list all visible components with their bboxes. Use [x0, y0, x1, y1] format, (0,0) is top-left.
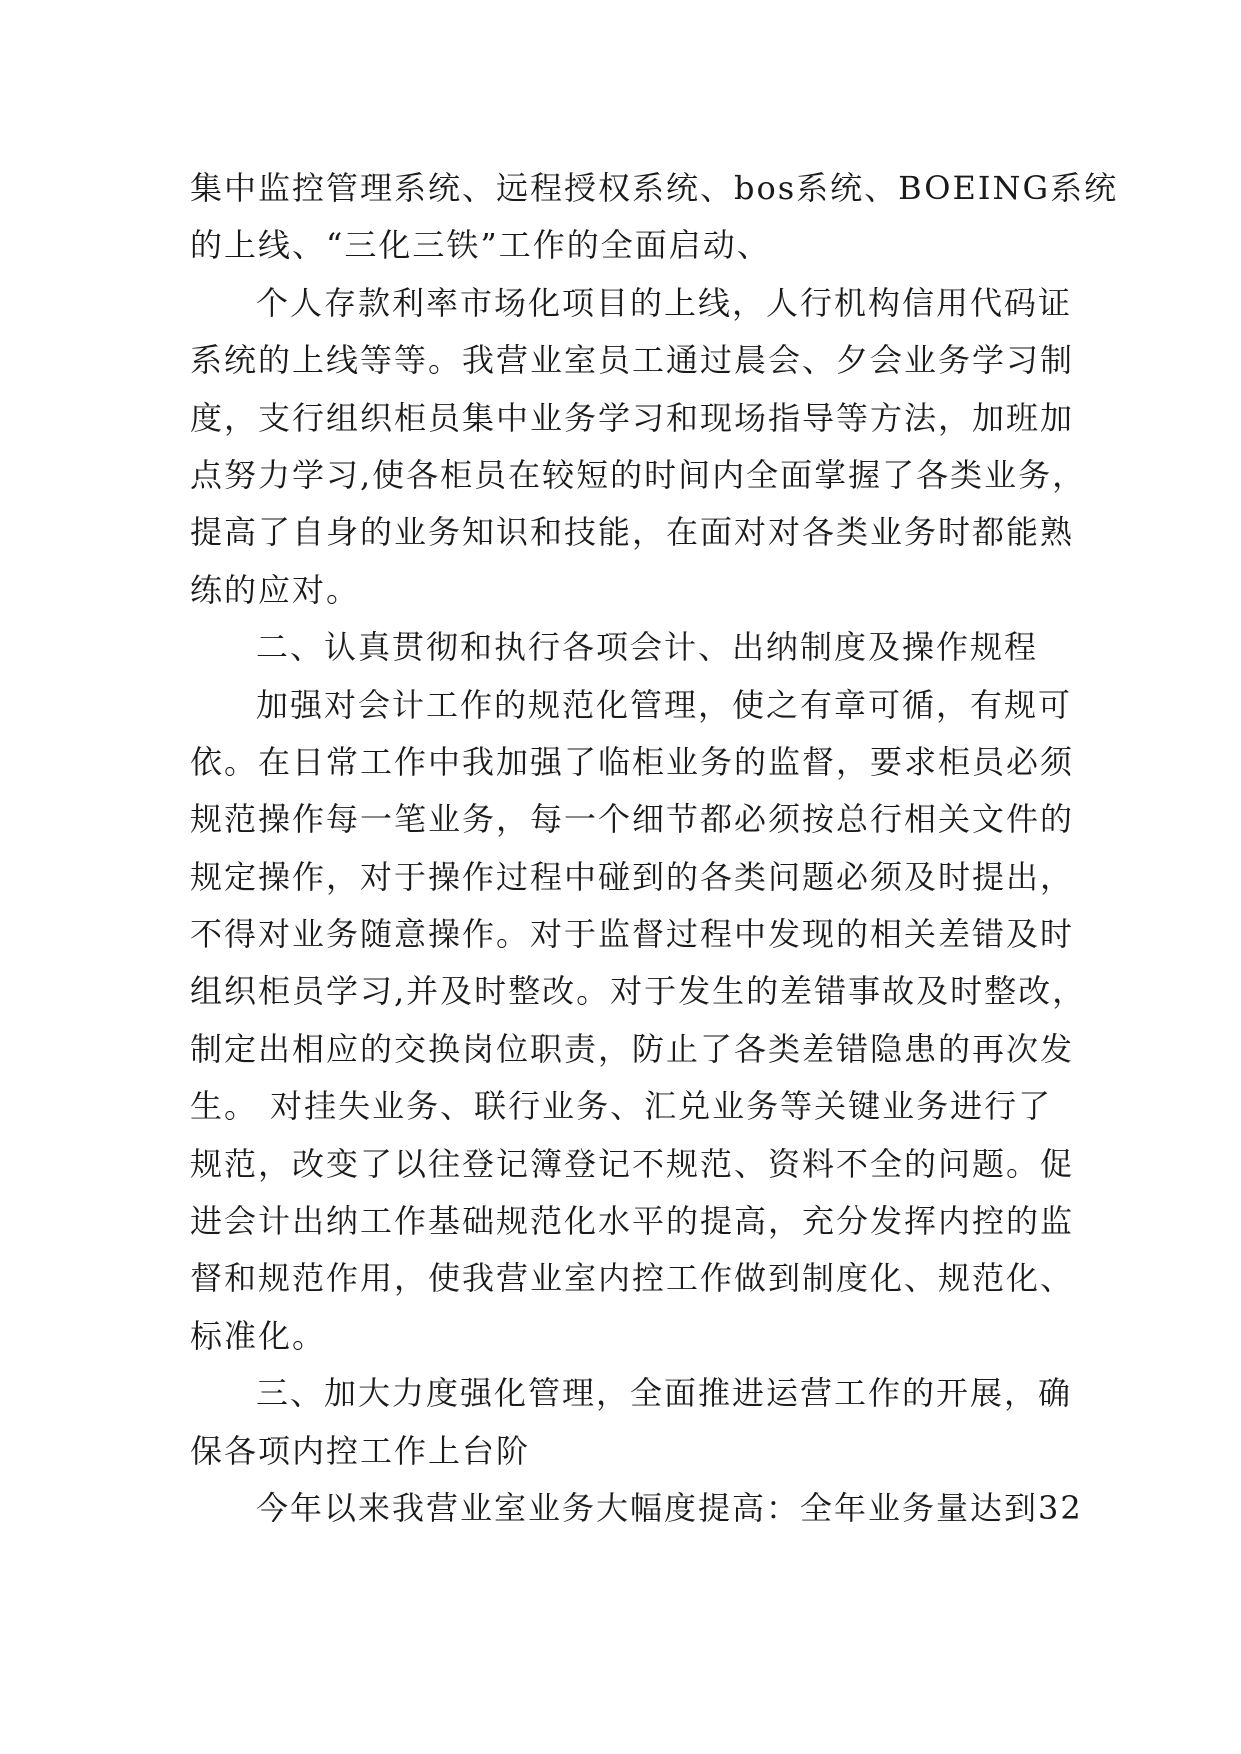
- section-heading-continued: 保各项内控工作上台阶: [190, 1431, 531, 1470]
- text-line: 集中监控管理系统、远程授权系统、bos系统、BOEING系统: [190, 169, 1119, 207]
- text-line: 督和规范作用，使我营业室内控工作做到制度化、规范化、: [190, 1259, 1075, 1298]
- text-line: 生。 对挂失业务、联行业务、汇兑业务等关键业务进行了: [190, 1087, 1053, 1126]
- section-heading: 二、认真贯彻和执行各项会计、出纳制度及操作规程: [256, 628, 1039, 667]
- text-line: 不得对业务随意操作。对于监督过程中发现的相关差错及时: [190, 915, 1075, 954]
- text-line: 个人存款利率市场化项目的上线，人行机构信用代码证: [256, 283, 1073, 322]
- text-line: 加强对会计工作的规范化管理，使之有章可循，有规可: [256, 685, 1073, 724]
- text-line: 进会计出纳工作基础规范化水平的提高，充分发挥内控的监: [190, 1202, 1075, 1241]
- text-line: 规范操作每一笔业务，每一个细节都必须按总行相关文件的: [190, 800, 1075, 839]
- text-line: 度，支行组织柜员集中业务学习和现场指导等方法，加班加: [190, 398, 1075, 437]
- document-body: [190, 160, 1119, 1537]
- section-heading: 三、加大力度强化管理，全面推进运营工作的开展，确: [256, 1374, 1073, 1413]
- text-line: 系统的上线等等。我营业室员工通过晨会、夕会业务学习制: [190, 341, 1075, 380]
- text-line: 的上线、“三化三铁”工作的全面启动、: [190, 226, 771, 265]
- text-line: 标准化。: [190, 1316, 327, 1355]
- text-line: 今年以来我营业室业务大幅度提高：全年业务量达到32: [256, 1488, 1083, 1527]
- text-line: 依。在日常工作中我加强了临柜业务的监督，要求柜员必须: [190, 742, 1075, 781]
- text-line: 制定出相应的交换岗位职责，防止了各类差错隐患的再次发: [190, 1029, 1075, 1068]
- text-line: 组织柜员学习,并及时整改。对于发生的差错事故及时整改，: [190, 972, 1087, 1011]
- text-line: 点努力学习,使各柜员在较短的时间内全面掌握了各类业务，: [190, 455, 1087, 494]
- text-line: 提高了自身的业务知识和技能，在面对对各类业务时都能熟: [190, 513, 1075, 552]
- text-line: 规定操作，对于操作过程中碰到的各类问题必须及时提出，: [190, 857, 1075, 896]
- text-line: 规范，改变了以往登记簿登记不规范、资料不全的问题。促: [190, 1144, 1075, 1183]
- text-line: 练的应对。: [190, 570, 361, 609]
